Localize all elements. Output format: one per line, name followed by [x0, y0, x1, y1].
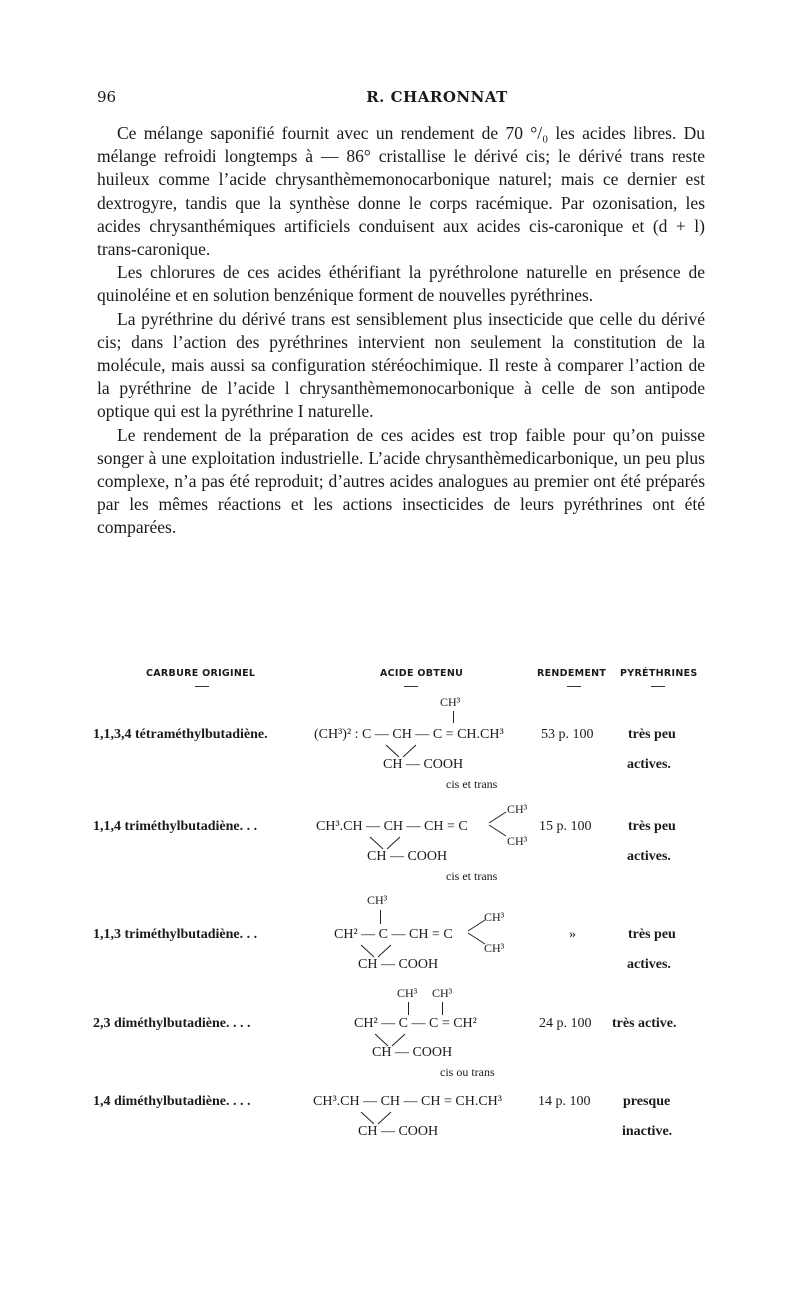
formula-main: CH³.CH — CH — CH = C — [316, 819, 468, 834]
carbure-name: 1,1,3 triméthylbutadiène. . . — [93, 927, 258, 942]
formula-substituent: CH³ — [367, 893, 388, 907]
formula-main: CH³.CH — CH — CH = CH.CH³ — [313, 1094, 502, 1109]
cyclopropane-bonds — [368, 836, 402, 850]
formula-substituent: CH³ — [397, 986, 418, 1000]
formula-cooh: CH — COOH — [372, 1045, 453, 1060]
isomer-note: cis ou trans — [440, 1065, 495, 1079]
pyrethrine-activity: très active. — [612, 1016, 677, 1031]
formula-substituent: CH³ — [484, 910, 505, 924]
formula-substituent: CH³ — [507, 802, 528, 816]
page-number: 96 — [97, 88, 117, 106]
column-header-acide: ACIDE OBTENU — [380, 668, 464, 679]
body-text — [97, 122, 705, 540]
pyrethrine-activity: presque — [623, 1094, 671, 1109]
header-dash — [404, 686, 418, 687]
rendement-value: 14 p. 100 — [538, 1094, 591, 1109]
cyclopropane-bonds — [359, 1111, 393, 1125]
pyrethrine-activity: très peu — [628, 927, 676, 942]
pyrethrine-activity: inactive. — [622, 1124, 673, 1139]
pyrethrine-activity: actives. — [627, 757, 671, 772]
formula-main: CH² — C — CH = C — [334, 927, 453, 942]
running-head: R. CHARONNAT — [366, 88, 508, 106]
bond-line — [380, 910, 381, 924]
paragraph: Le rendement de la préparation de ces acides est trop faible pour qu’on puisse songer à une exploitation industrielle. L’acide chrysanthèmedicarbonique, un peu plus complexe, n’a pas été reproduit; d’autres acides analogues au premier ont été préparés par les mêmes réactions et les actions insecticides de leurs pyréthrines ont été comparées. — [97, 424, 705, 538]
paragraph: Les chlorures de ces acides éthérifiant la pyréthrolone naturelle en présence de quinoléine et en solution benzénique forment de nouvelles pyréthrines. — [97, 262, 705, 306]
pyrethrine-activity: très peu — [628, 727, 676, 742]
rendement-value: 15 p. 100 — [539, 819, 592, 834]
column-header-pyrethrines: PYRÉTHRINES — [620, 668, 698, 679]
branch-bonds — [488, 810, 508, 838]
paragraph: Ce mélange saponifié fournit avec un rendement de 70 °/₀ les acides libres. Du mélange refroidi longtemps à — 86° cristallise le dérivé cis; le dérivé trans reste huileux comme l’acide chrysanthèmemonocarbonique naturel; mais ce dernier est dextrogyre, tandis que la synthèse donne le corps racémique. Par ozonisation, les acides chrysanthémiques artificiels conduisent aux acides cis-caronique et (d + l) trans-caronique. — [97, 123, 705, 260]
column-header-carbure: CARBURE ORIGINEL — [146, 668, 256, 679]
paragraph: La pyréthrine du dérivé trans est sensiblement plus insecticide que celle du dérivé cis; dans l’action des pyréthrines intervient non seulement la constitution de la molécule, mais aussi sa configuration stéréochimique. Il reste à comparer l’action de la pyréthrine de l’acide l chrysanthèmemonocarbonique à celle de son antipode optique qui est la pyréthrine I naturelle. — [97, 308, 705, 422]
formula-substituent: CH³ — [507, 834, 528, 848]
formula-substituent: CH³ — [440, 695, 461, 709]
formula-main: (CH³)² : C — CH — C = CH.CH³ — [314, 727, 504, 742]
formula-substituent: CH³ — [432, 986, 453, 1000]
formula-substituent: CH³ — [484, 941, 505, 955]
header-dash — [195, 686, 209, 687]
rendement-value: » — [569, 927, 576, 942]
column-header-rendement: RENDEMENT — [537, 668, 607, 679]
carbure-name: 1,1,3,4 tétraméthylbutadiène. — [93, 727, 268, 742]
formula-cooh: CH — COOH — [367, 849, 448, 864]
header-dash — [651, 686, 665, 687]
bond-line — [408, 1002, 409, 1015]
isomer-note: cis et trans — [446, 777, 498, 791]
bond-line — [453, 711, 454, 723]
formula-cooh: CH — COOH — [383, 757, 464, 772]
cyclopropane-bonds — [359, 944, 393, 958]
rendement-value: 53 p. 100 — [541, 727, 594, 742]
bond-line — [442, 1002, 443, 1015]
formula-main: CH² — C — C = CH² — [354, 1016, 477, 1031]
formula-cooh: CH — COOH — [358, 1124, 439, 1139]
formula-cooh: CH — COOH — [358, 957, 439, 972]
isomer-note: cis et trans — [446, 869, 498, 883]
rendement-value: 24 p. 100 — [539, 1016, 592, 1031]
pyrethrine-activity: actives. — [627, 957, 671, 972]
page-header — [97, 88, 707, 110]
pyrethrine-activity: très peu — [628, 819, 676, 834]
carbure-name: 1,1,4 triméthylbutadiène. . . — [93, 819, 258, 834]
carbure-name: 1,4 diméthylbutadiène. . . . — [93, 1094, 251, 1109]
carbure-name: 2,3 diméthylbutadiène. . . . — [93, 1016, 251, 1031]
cyclopropane-bonds — [384, 744, 418, 758]
header-dash — [567, 686, 581, 687]
pyrethrine-activity: actives. — [627, 849, 671, 864]
